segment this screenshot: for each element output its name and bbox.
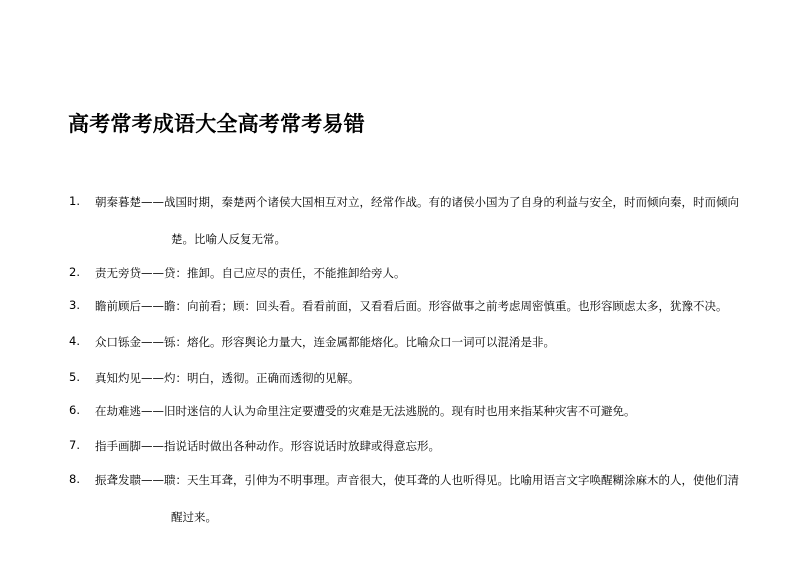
item-text-continued: 楚。比喻人反复无常。 [171, 232, 286, 246]
item-number: 7. [69, 438, 80, 452]
item-text: 朝秦暮楚——战国时期，秦楚两个诸侯大国相互对立，经常作战。有的诸侯小国为了自身的利益与安全，时而倾向秦，时而倾向 [95, 195, 739, 209]
item-text: 指手画脚——指说话时做出各种动作。形容说话时放肆或得意忘形。 [95, 439, 440, 453]
item-text: 真知灼见——灼：明白，透彻。正确而透彻的见解。 [95, 371, 360, 385]
item-text: 责无旁贷——贷：推卸。自己应尽的责任，不能推卸给旁人。 [95, 266, 406, 280]
item-number: 5. [69, 370, 80, 384]
item-number: 1. [69, 194, 80, 208]
item-text: 在劫难逃——旧时迷信的人认为命里注定要遭受的灾难是无法逃脱的。现有时也用来指某种灾害不可避免。 [95, 404, 636, 418]
item-text-continued: 醒过来。 [171, 510, 217, 524]
item-number: 2. [69, 265, 80, 279]
document-title: 高考常考成语大全高考常考易错 [68, 112, 365, 136]
item-number: 6. [69, 403, 80, 417]
item-number: 8. [69, 472, 80, 486]
item-text: 瞻前顾后——瞻：向前看；顾：回头看。看看前面，又看看后面。形容做事之前考虑周密慎重。也形容顾虑太多，犹豫不决。 [95, 299, 728, 313]
item-text: 众口铄金——铄：熔化。形容舆论力量大，连金属都能熔化。比喻众口一词可以混淆是非。 [95, 335, 555, 349]
item-number: 4. [69, 334, 80, 348]
item-text: 振聋发聩——聩：天生耳聋，引伸为不明事理。声音很大，使耳聋的人也听得见。比喻用语言文字唤醒糊涂麻木的人，使他们清 [95, 473, 739, 487]
item-number: 3. [69, 298, 80, 312]
